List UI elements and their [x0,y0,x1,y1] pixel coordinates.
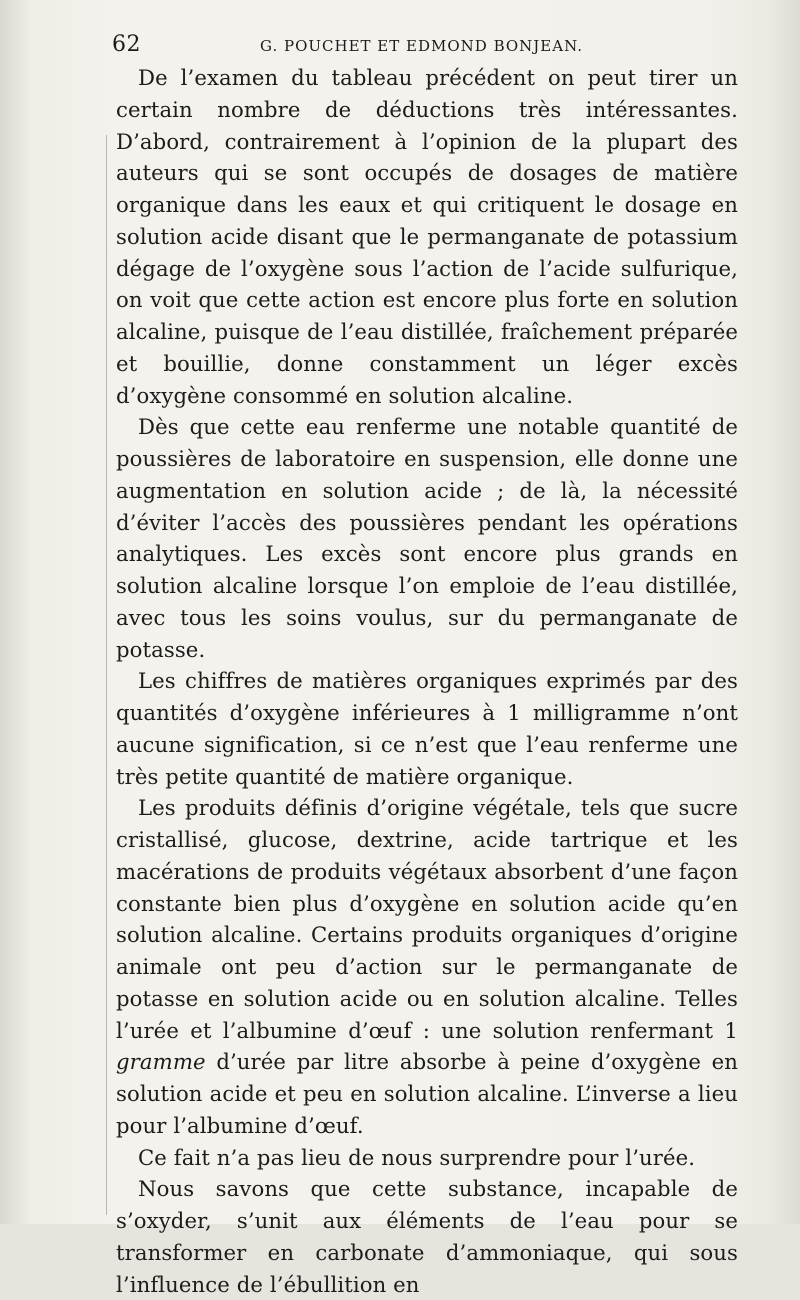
italic-word: gramme [116,1049,206,1075]
paragraph-6: Nous savons que cette substance, incapable de s’oxyder, s’unit aux éléments de l’eau pour se transformer en carbonate d’ammoniaque, qui sous l’influence de l’ébullition en [116,1176,738,1297]
paragraph-4 [116,792,738,1141]
running-head: G. POUCHET ET EDMOND BONJEAN. [260,37,584,55]
body-text [116,62,738,1300]
paragraph-2: Dès que cette eau renferme une notable quantité de poussières de laboratoire en suspension, elle donne une augmentation en solution acide ; de là, la nécessité d’éviter l’accès des poussières pendant les opérations analytiques. Les excès sont encore plus grands en solution alcaline lorsque l’on emploie de l’eau distillée, avec tous les soins voulus, sur du permanganate de potasse. [116,414,738,662]
paragraph-5: Ce fait n’a pas lieu de nous surprendre pour l’urée. [138,1144,696,1170]
paragraph-3: Les chiffres de matières organiques exprimés par des quantités d’oxygène inférieures à 1 milligramme n’ont aucune signification, si ce n’est que l’eau renferme une très petite quantité de matière organique. [116,668,738,789]
page-number: 62 [112,32,141,57]
paragraph-4-head: Les produits définis d’origine végétale, tels que sucre cristallisé, glucose, dextrine, acide tartrique et les macérations de produits végétaux absorbent d’une façon constante bien plus d’oxygène en solution acide qu’en solution alcaline. Certains produits organiques d’origine animale ont peu d’action sur le permanganate de potasse en solution acide ou en solution alcaline. Telles l’urée et l’albumine d’œuf : une solution renfermant 1 [116,795,738,1043]
paragraph-4-tail: d’urée par litre absorbe à peine d’oxygène en solution acide et peu en solution alcaline. L’inverse a lieu pour l’albumine d’œuf. [116,1049,738,1138]
page-fold-shadow [106,135,107,1215]
paragraph-1: De l’examen du tableau précédent on peut tirer un certain nombre de déductions très intéressantes. D’abord, contrairement à l’opinion de la plupart des auteurs qui se sont occupés de dosages de matière organique dans les eaux et qui critiquent le dosage en solution acide disant que le permanganate de potassium dégage de l’oxygène sous l’action de l’acide sulfurique, on voit que cette action est encore plus forte en solution alcaline, puisque de l’eau distillée, fraîchement préparée et bouillie, donne constamment un léger excès d’oxygène consommé en solution alcaline. [116,65,738,408]
page-header [112,30,752,60]
